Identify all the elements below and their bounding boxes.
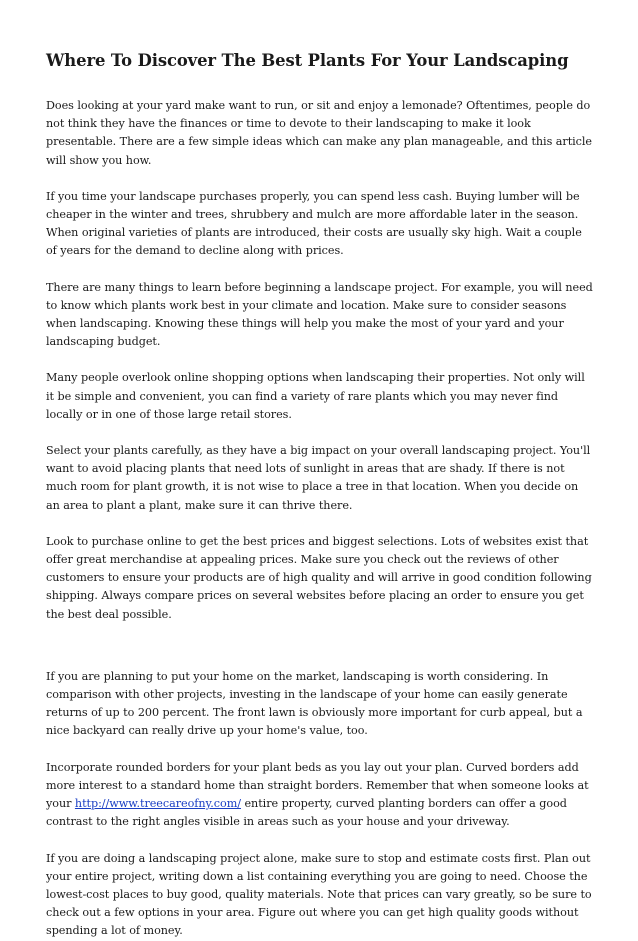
paragraph-rounded-borders bbox=[46, 759, 594, 832]
paragraph-online-shopping: Many people overlook online shopping options when landscaping their properties. Not only will it be simple and convenient, you can find a variety of rare plants which you may never find locally or in one of those large retail stores. bbox=[46, 371, 585, 421]
borders-text-before: Incorporate rounded borders for your plant beds as you lay out your plan. Curved borders add more interest to a standard home than straight borders. Remember that when someone looks at your bbox=[46, 760, 589, 811]
paragraph-estimate-costs: If you are doing a landscaping project alone, make sure to stop and estimate costs first. Plan out your entire project, writing down a list containing everything you are going to need. Choose the lowest-cost places to buy good, quality materials. Note that prices can vary greatly, so be sure to check out a few options in your area. Figure out where you can get high quality goods without spending a lot of money. bbox=[46, 851, 592, 938]
paragraph-purchase-online: Look to purchase online to get the best prices and biggest selections. Lots of websites exist that offer great merchandise at appealing prices. Make sure you check out the reviews of other customers to ensure your products are of high quality and will arrive in good condition following shipping. Always compare prices on several websites before placing an order to ensure you get the best deal possible. bbox=[46, 534, 592, 621]
paragraph-learning: There are many things to learn before beginning a landscape project. For example, you will need to know which plants work best in your climate and location. Make sure to consider seasons when landscaping. Knowing these things will help you make the most of your yard and your landscaping budget. bbox=[46, 280, 593, 349]
paragraph-timing: If you time your landscape purchases properly, you can spend less cash. Buying lumber will be cheaper in the winter and trees, shrubbery and mulch are more affordable later in the season. When original varieties of plants are introduced, their costs are usually sky high. Wait a couple of years for the demand to decline along with prices. bbox=[46, 189, 582, 258]
article-title: Where To Discover The Best Plants For Your Landscaping bbox=[46, 51, 569, 70]
paragraph-plant-selection: Select your plants carefully, as they have a big impact on your overall landscaping project. You'll want to avoid placing plants that need lots of sunlight in areas that are shady. If there is not much room for plant growth, it is not wise to place a tree in that location. When you decide on an area to plant a plant, make sure it can thrive there. bbox=[46, 444, 591, 512]
paragraph-home-value: If you are planning to put your home on the market, landscaping is worth considering. In comparison with other projects, investing in the landscape of your home can easily generate returns of up to 200 percent. The front lawn is obviously more important for curb appeal, but a nice backyard can really drive up your home's value, too. bbox=[46, 669, 583, 738]
borders-text-after: entire property, curved planting borders can offer a good contrast to the right angles visible in areas such as your house and your driveway. bbox=[46, 797, 567, 829]
paragraph-intro: Does looking at your yard make want to run, or sit and enjoy a lemonade? Oftentimes, people do not think they have the finances or time to devote to their landscaping to make it look presentable. There are a few simple ideas which can make any plan manageable, and this article will show you how. bbox=[46, 99, 592, 167]
treecare-link[interactable]: http://www.treecareofny.com/ bbox=[74, 797, 241, 811]
